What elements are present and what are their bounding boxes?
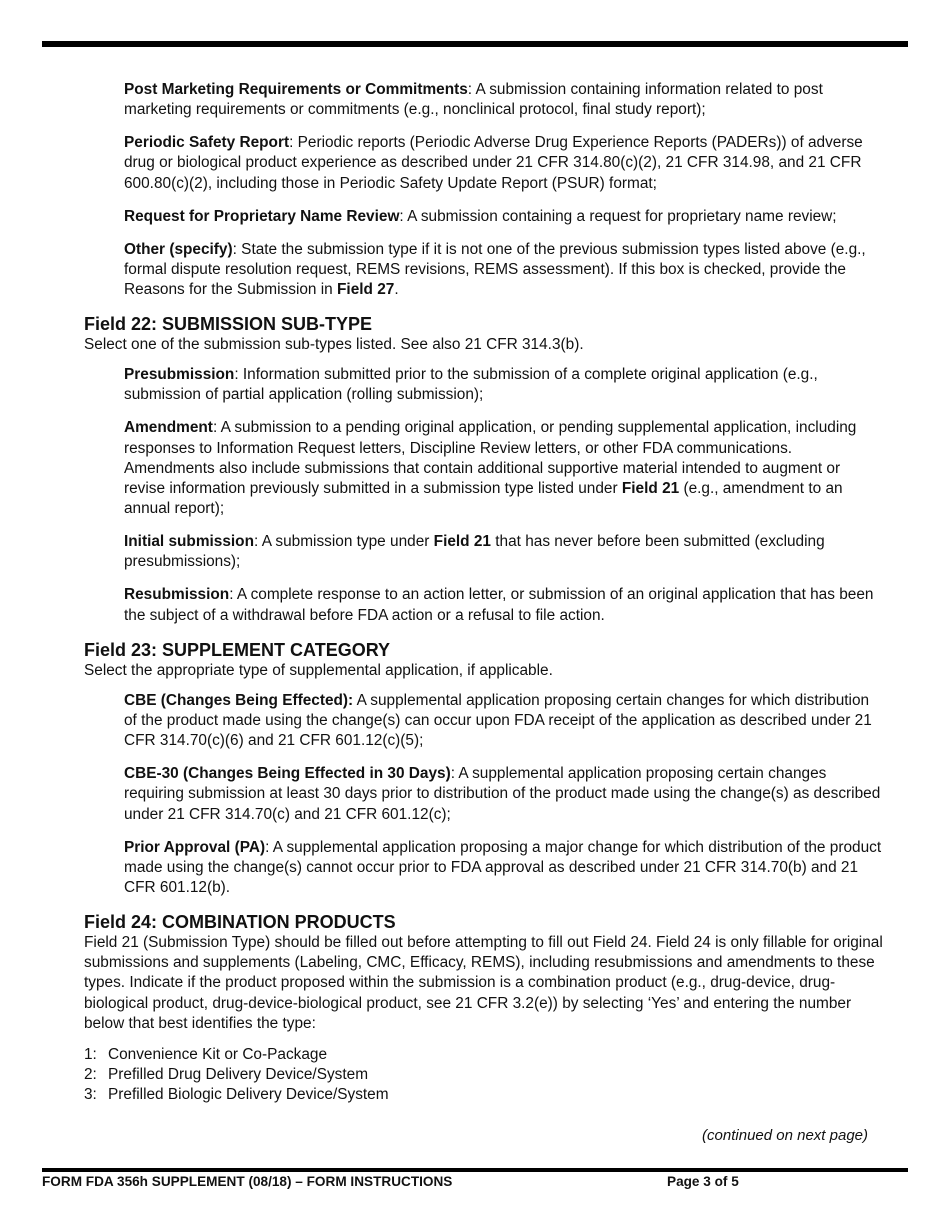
entry-text: : A submission to a pending original application, or pending supplemental application, including responses to Information Request letters, Discipline Review letters, or other FDA communications. Amendments also include submissions that contain additional supportive material intended to augment or revise information previously submitted in a submission type listed under <box>124 419 857 498</box>
field-22-lead: Select one of the submission sub-types listed. See also 21 CFR 314.3(b). <box>84 336 584 354</box>
entry-term: Prior Approval (PA) <box>124 838 266 856</box>
bottom-rule <box>42 1168 908 1172</box>
entry-resubmission <box>124 585 884 625</box>
entry-term: CBE (Changes Being Effected): <box>124 691 354 709</box>
entry-term: Initial submission <box>124 533 254 551</box>
entry-text: : A submission containing a request for proprietary name review; <box>399 207 837 225</box>
entry-text: : Periodic reports (Periodic Adverse Drug Experience Reports (PADERs)) of adverse drug or biological product experience as described under 21 CFR 314.80(c)(2), 21 CFR 314.98, and 21 CFR 600.80(c)(2), including those in Periodic Safety Update Report (PSUR) format; <box>124 134 863 192</box>
entry-amendment <box>124 418 884 519</box>
entry-text: : A complete response to an action letter, or submission of an original application that has been the subject of a withdrawal before FDA action or a refusal to file action. <box>124 586 874 624</box>
entry-text: : A supplemental application proposing a major change for which distribution of the product made using the change(s) cannot occur prior to FDA approval as described under 21 CFR 314.70(b) and 21 CFR 601.12(b). <box>124 838 882 897</box>
field-23-heading: Field 23: SUPPLEMENT CATEGORY <box>84 639 391 660</box>
entry-term: Other (specify) <box>124 240 233 258</box>
entry-field-ref: Field 21 <box>621 480 680 498</box>
entry-periodic-safety-report <box>124 133 884 194</box>
entry-term: Periodic Safety Report <box>124 134 290 152</box>
entry-term: Post Marketing Requirements or Commitments <box>124 81 468 98</box>
list-item <box>84 1085 884 1105</box>
entry-field-ref: Field 21 <box>433 533 491 551</box>
list-item-number: 2: <box>84 1066 97 1084</box>
entry-presubmission <box>124 365 884 405</box>
field-24-body: Field 21 (Submission Type) should be filled out before attempting to fill out Field 24. Field 24 is only fillable for original submissions and supplements (Labeling, CMC, Efficacy, REMS), including resubmissions and amendments to these types. Indicate if the product proposed within the submission is a combination product (e.g., drug-device, drug-biological product, drug-device-biological product, see 21 CFR 3.2(e)) by selecting ‘Yes’ and entering the number below that best identifies the type: <box>84 934 883 1032</box>
list-item-text: Prefilled Drug Delivery Device/System <box>108 1066 369 1084</box>
combination-type-list <box>84 1045 884 1106</box>
entry-initial-submission <box>124 532 884 572</box>
continued-note: (continued on next page) <box>702 1127 868 1144</box>
entry-text: : A submission containing information related to post marketing requirements or commitments (e.g., nonclinical protocol, final study report); <box>124 81 823 119</box>
entry-cbe <box>124 691 884 752</box>
entry-text: A supplemental application proposing certain changes for which distribution of the product made using the change(s) can occur upon FDA receipt of the application as described under 21 CFR 314.70(c)(6) and 21 CFR 601.12(c)(5); <box>124 691 872 750</box>
entry-cbe-30 <box>124 764 884 825</box>
entry-text-tail: . <box>394 281 399 299</box>
entry-term: Amendment <box>124 419 213 437</box>
list-item <box>84 1045 884 1065</box>
list-item-number: 3: <box>84 1086 97 1104</box>
document-body <box>84 80 884 1106</box>
list-item-text: Convenience Kit or Co-Package <box>108 1046 328 1064</box>
entry-text-tail: that has never before been submitted (excluding presubmissions); <box>124 533 825 571</box>
entry-other-specify <box>124 240 884 301</box>
entry-term: Request for Proprietary Name Review <box>124 207 400 225</box>
entry-field-ref: Field 27 <box>337 281 395 299</box>
entry-text: : A supplemental application proposing certain changes requiring submission at least 30 days prior to distribution of the product made using the change(s) as described under 21 CFR 314.70(c) and 21 CFR 601.12(c); <box>124 765 881 823</box>
entry-post-marketing <box>124 80 884 120</box>
footer-form-title: FORM FDA 356h SUPPLEMENT (08/18) – FORM INSTRUCTIONS <box>42 1174 453 1189</box>
entry-text: : Information submitted prior to the submission of a complete original application (e.g., submission of partial application (rolling submission); <box>124 366 818 404</box>
entry-term: Presubmission <box>124 366 235 384</box>
entry-text: : State the submission type if it is not one of the previous submission types listed above (e.g., formal dispute resolution request, REMS revisions, REMS assessment). If this box is checked, provide the Reasons for the Submission in <box>124 240 866 299</box>
field-24-heading: Field 24: COMBINATION PRODUCTS <box>84 912 396 933</box>
entry-prior-approval <box>124 838 884 899</box>
top-rule <box>42 41 908 47</box>
entry-term: CBE-30 (Changes Being Effected in 30 Days) <box>124 765 451 783</box>
entry-term: Resubmission <box>124 586 230 604</box>
list-item-text: Prefilled Biologic Delivery Device/System <box>108 1086 389 1104</box>
field-23-lead: Select the appropriate type of supplemental application, if applicable. <box>84 661 553 679</box>
list-item-number: 1: <box>84 1046 97 1064</box>
field-22-heading: Field 22: SUBMISSION SUB-TYPE <box>84 314 373 335</box>
entry-proprietary-name-review <box>124 207 884 227</box>
list-item <box>84 1065 884 1085</box>
entry-text-tail: (e.g., amendment to an annual report); <box>124 480 843 518</box>
entry-text: : A submission type under <box>254 533 434 551</box>
footer-page-number: Page 3 of 5 <box>667 1174 739 1189</box>
